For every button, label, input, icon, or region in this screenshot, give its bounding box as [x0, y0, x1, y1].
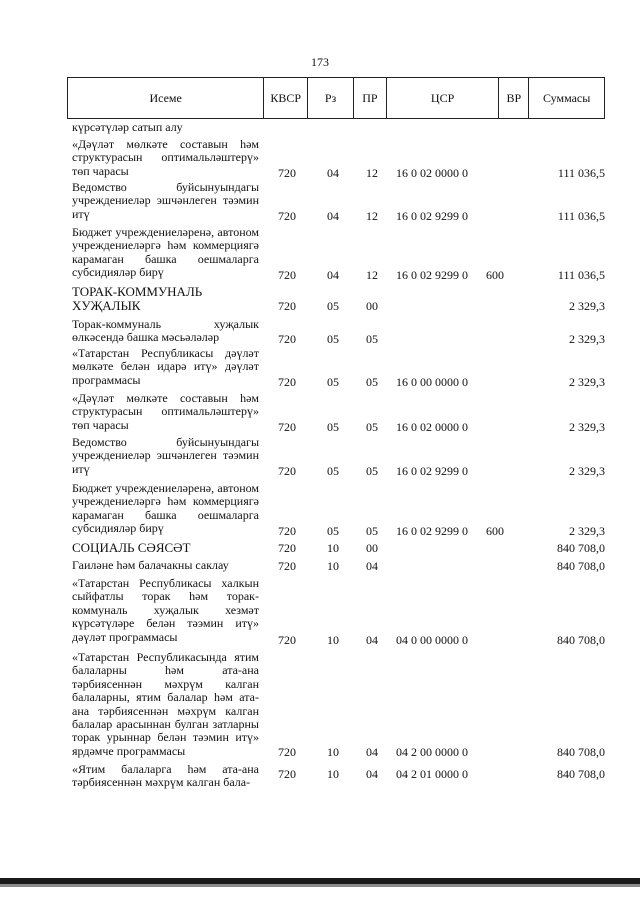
row-pr: 05	[366, 463, 378, 478]
row-kvsr: 720	[278, 558, 296, 573]
table-row	[67, 285, 605, 313]
row-sum: 2 329,3	[569, 523, 605, 538]
row-sum: 2 329,3	[569, 374, 605, 389]
row-sum: 111 036,5	[557, 208, 605, 223]
row-name: «Ятим балаларга һәм ата-ана тәрбиясеннән мәхрүм калган бала-	[72, 762, 259, 790]
row-pr: 04	[366, 766, 378, 781]
row-sum: 2 329,3	[569, 463, 605, 478]
row-name: Торак-коммуналь хуҗалык өлкәсендә башка мәсьәләләр	[72, 317, 259, 345]
table-row	[67, 436, 605, 478]
row-sum: 2 329,3	[569, 298, 605, 313]
row-rz: 05	[327, 419, 339, 434]
row-sum: 840 708,0	[557, 744, 605, 759]
row-kvsr: 720	[278, 540, 296, 555]
row-pr: 05	[366, 419, 378, 434]
row-kvsr: 720	[278, 419, 296, 434]
header-kvsr: КВСР	[264, 78, 308, 118]
row-vr: 600	[486, 267, 504, 282]
row-pr: 00	[366, 298, 378, 313]
row-sum: 840 708,0	[557, 766, 605, 781]
row-vr: 600	[486, 523, 504, 538]
header-sum: Суммасы	[542, 90, 591, 105]
header-pr: ПР	[354, 78, 387, 118]
row-rz: 10	[327, 744, 339, 759]
row-csr: 16 0 02 9299 0	[396, 208, 468, 223]
table-row	[67, 392, 605, 434]
row-pr: 12	[366, 208, 378, 223]
row-kvsr: 720	[278, 374, 296, 389]
table-row	[67, 318, 605, 346]
row-pr: 04	[366, 558, 378, 573]
row-pr: 05	[366, 331, 378, 346]
scan-border-shade	[0, 884, 640, 887]
row-name: Бюджет учреждениеләренә, автоном учреждениеләргә һәм коммерциягә карамаган башка оешмаларга субсидияләр бирү	[72, 225, 259, 280]
row-pr: 05	[366, 374, 378, 389]
table-row	[67, 121, 605, 135]
table-row	[67, 763, 605, 791]
table-row	[67, 347, 605, 389]
row-kvsr: 720	[278, 766, 296, 781]
header-csr: ЦСР	[387, 78, 500, 118]
page-number: 173	[311, 55, 329, 69]
row-rz: 04	[327, 165, 339, 180]
row-rz: 10	[327, 540, 339, 555]
row-sum: 840 708,0	[557, 540, 605, 555]
row-name: Ведомство буйсынуындагы учреждениеләр эшчәнлеген тәэмин итү	[72, 180, 259, 221]
header-vr: ВР	[499, 78, 529, 118]
row-rz: 05	[327, 298, 339, 313]
section-heading: ТОРАК-КОММУНАЛЬ ХУҖАЛЫК	[72, 284, 203, 313]
row-rz: 10	[327, 766, 339, 781]
row-rz: 04	[327, 208, 339, 223]
row-csr: 04 2 01 0000 0	[396, 766, 468, 781]
row-name: «Татарстан Республикасында ятим балаларны һәм ата-ана тәрбиясеннән мәхрүм калган балаларны, ятим балалар һәм ата-ана тәрбиясеннән мәхрүм калган балалар арасыннан булган затларны торак урыннар белән тәэмин итү» ярдәмче программасы	[72, 650, 259, 758]
row-csr: 16 0 02 9299 0	[396, 463, 468, 478]
row-rz: 05	[327, 523, 339, 538]
row-csr: 04 0 00 0000 0	[396, 632, 468, 647]
row-name: Гаиләне һәм балачакны саклау	[72, 558, 229, 572]
row-kvsr: 720	[278, 165, 296, 180]
row-sum: 2 329,3	[569, 331, 605, 346]
row-pr: 04	[366, 632, 378, 647]
row-rz: 10	[327, 558, 339, 573]
row-kvsr: 720	[278, 632, 296, 647]
row-name: күрсәтүләр сатып алу	[72, 120, 183, 134]
row-kvsr: 720	[278, 331, 296, 346]
row-csr: 16 0 02 9299 0	[396, 267, 468, 282]
table-row	[67, 577, 605, 647]
row-pr: 04	[366, 744, 378, 759]
row-name: «Дәүләт мөлкәте составын һәм структурасын оптимальләштерү» төп чарасы	[72, 137, 259, 178]
row-rz: 05	[327, 331, 339, 346]
row-kvsr: 720	[278, 208, 296, 223]
header-name: Исеме	[68, 78, 264, 118]
table-row	[67, 651, 605, 759]
row-pr: 00	[366, 540, 378, 555]
row-name: Ведомство буйсынуындагы учреждениеләр эшчәнлеген тәэмин итү	[72, 435, 259, 476]
row-rz: 04	[327, 267, 339, 282]
row-kvsr: 720	[278, 267, 296, 282]
row-kvsr: 720	[278, 744, 296, 759]
row-csr: 16 0 02 0000 0	[396, 165, 468, 180]
header-rz: Рз	[308, 78, 354, 118]
row-kvsr: 720	[278, 523, 296, 538]
row-kvsr: 720	[278, 298, 296, 313]
table-row	[67, 226, 605, 282]
row-sum: 111 036,5	[557, 165, 605, 180]
row-sum: 2 329,3	[569, 419, 605, 434]
row-pr: 05	[366, 523, 378, 538]
table-row	[67, 181, 605, 223]
table-row	[67, 482, 605, 538]
row-csr: 04 2 00 0000 0	[396, 744, 468, 759]
row-rz: 05	[327, 463, 339, 478]
section-heading: СОЦИАЛЬ СӘЯСӘТ	[72, 540, 191, 555]
row-rz: 05	[327, 374, 339, 389]
row-sum: 111 036,5	[557, 267, 605, 282]
row-name: «Дәүләт мөлкәте составын һәм структурасын оптимальләштерү» төп чарасы	[72, 391, 259, 432]
row-kvsr: 720	[278, 463, 296, 478]
table-header	[67, 77, 605, 119]
row-pr: 12	[366, 165, 378, 180]
table-row	[67, 138, 605, 180]
row-pr: 12	[366, 267, 378, 282]
row-csr: 16 0 02 0000 0	[396, 419, 468, 434]
row-sum: 840 708,0	[557, 558, 605, 573]
row-csr: 16 0 02 9299 0	[396, 523, 468, 538]
row-name: «Татарстан Республикасы халкын сыйфатлы торак һәм торак-коммуналь хуҗалык хезмәт күрсәтүләре белән тәэмин итү» дәүләт программасы	[72, 576, 259, 644]
row-rz: 10	[327, 632, 339, 647]
table-row	[67, 559, 605, 573]
table-row	[67, 541, 605, 555]
row-csr: 16 0 00 0000 0	[396, 374, 468, 389]
row-name: «Татарстан Республикасы дәүләт мөлкәте белән идарә итү» дәүләт программасы	[72, 346, 259, 387]
row-sum: 840 708,0	[557, 632, 605, 647]
row-name: Бюджет учреждениеләренә, автоном учреждениеләргә һәм коммерциягә карамаган башка оешмаларга субсидияләр бирү	[72, 481, 259, 536]
